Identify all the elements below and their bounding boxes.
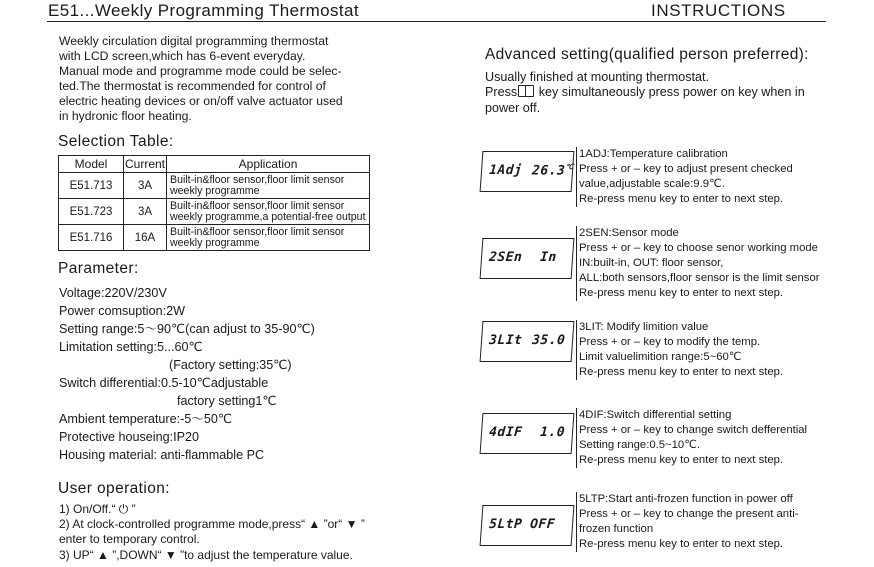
advanced-line [485, 85, 830, 100]
table-header-row [59, 156, 370, 173]
parameter-line: Ambient temperature:-5～50℃ [59, 412, 233, 426]
step-line: 3LIT: Modify limition value [579, 321, 709, 333]
advanced-setting-text [485, 70, 830, 116]
lcd-code: 2SEn [488, 250, 523, 265]
lcd-value: OFF [529, 517, 556, 532]
lcd-display-dif [480, 413, 575, 454]
application-line: Built-in&floor sensor,floor limit sensor [170, 225, 345, 238]
lcd-value-text: 26.3 [531, 163, 566, 179]
table-row [59, 173, 370, 199]
step-line: Re-press menu key to enter to next step. [579, 454, 784, 466]
user-operation-list [59, 502, 365, 563]
lcd-value: 35.0 [531, 333, 566, 348]
user-operation-heading: User operation: [58, 480, 170, 497]
lcd-value [532, 163, 575, 178]
step-dif-description [576, 408, 807, 468]
user-operation-line: 1) On/Off.“ ⏻ ” [59, 502, 136, 516]
parameter-line: (Factory setting:35℃) [169, 358, 292, 372]
lcd-value: 1.0 [539, 425, 566, 440]
parameter-line: Switch differential:0.5-10℃adjustable [59, 376, 269, 390]
parameter-line: Voltage:220V/230V [59, 286, 167, 300]
parameter-heading: Parameter: [58, 260, 139, 277]
instructions-label: INSTRUCTIONS [651, 1, 786, 20]
step-line: ALL:both sensors,floor sensor is the limit sensor [579, 272, 820, 284]
intro-line: ted.The thermostat is recommended for control of [59, 79, 326, 93]
current-cell: 3A [124, 199, 167, 225]
lcd-value: In [539, 250, 558, 265]
application-line: Built-in&floor sensor,floor limit sensor [170, 199, 345, 212]
lcd-code: 1Adj [488, 163, 523, 178]
intro-paragraph [59, 34, 389, 124]
step-line: 2SEN:Sensor mode [579, 227, 679, 239]
step-line: Limit valuelimition range:5~60℃ [579, 351, 742, 363]
step-line: Press + or – key to choose senor working mode [579, 242, 818, 254]
current-cell: 3A [124, 173, 167, 199]
step-sen-description [576, 226, 819, 301]
parameter-list [59, 284, 315, 464]
model-cell: E51.723 [59, 199, 124, 225]
intro-line: in hydronic floor heating. [59, 109, 192, 123]
step-line: Press + or – key to modify the temp. [579, 336, 761, 348]
advanced-key-text: key simultaneously press power on key when in [538, 85, 805, 100]
application-cell [167, 225, 370, 251]
lcd-code: 4dIF [488, 425, 523, 440]
advanced-line: Usually finished at mounting thermostat. [485, 70, 710, 84]
menu-book-icon [518, 85, 534, 97]
step-line: Press + or – key to change the present anti- [579, 508, 799, 520]
parameter-line: Power comsuption:2W [59, 304, 185, 318]
step-line: Re-press menu key to enter to next step. [579, 193, 784, 205]
intro-line: Weekly circulation digital programming thermostat [59, 34, 329, 48]
step-line: Re-press menu key to enter to next step. [579, 287, 784, 299]
lcd-unit: ℃ [565, 163, 575, 171]
model-cell: E51.716 [59, 225, 124, 251]
document-title: E51...Weekly Programming Thermostat [48, 1, 359, 20]
table-row [59, 199, 370, 225]
user-operation-line: 3) UP“ ▲ ”,DOWN“ ▼ ”to adjust the temperature value. [59, 547, 353, 562]
step-line: 4DIF:Switch differential setting [579, 409, 732, 421]
step-line: 1ADJ:Temperature calibration [579, 148, 728, 160]
step-line: IN:built-in, OUT: floor sensor, [579, 257, 724, 269]
step-line: Press + or – key to adjust present checked [579, 163, 793, 175]
selection-table-heading: Selection Table: [58, 133, 174, 150]
table-row [59, 225, 370, 251]
step-line: Setting range:0.5~10℃. [579, 439, 701, 451]
parameter-line: Protective houseing:IP20 [59, 430, 200, 444]
current-cell: 16A [124, 225, 167, 251]
step-line: frozen function [579, 523, 654, 535]
application-cell [167, 199, 370, 225]
column-header-current: Current [125, 157, 166, 171]
header-rule [47, 21, 826, 22]
application-line: weekly programme [170, 184, 260, 197]
step-adj-description [576, 147, 793, 207]
step-line: Re-press menu key to enter to next step. [579, 366, 784, 378]
intro-line: with LCD screen,which has 6-event everyday. [59, 49, 306, 63]
application-line: weekly programme,a potential-free output [170, 210, 366, 223]
advanced-line: power off. [485, 100, 541, 115]
lcd-display-ltp [480, 505, 575, 546]
lcd-display-sen [480, 238, 575, 279]
column-header-application: Application [167, 156, 370, 173]
advanced-press-text: Press [485, 85, 518, 100]
advanced-setting-heading: Advanced setting(qualified person preferred): [485, 46, 809, 63]
selection-table [58, 155, 370, 251]
application-line: weekly programme [170, 236, 260, 249]
lcd-code: 5LtP [488, 517, 523, 532]
lcd-code: 3LIt [488, 333, 523, 348]
step-ltp-description [576, 492, 798, 552]
step-line: Press + or – key to change switch defferential [579, 424, 808, 436]
user-operation-line: enter to temporary control. [59, 532, 200, 547]
intro-line: Manual mode and programme mode could be selec- [59, 64, 342, 78]
model-cell: E51.713 [59, 173, 124, 199]
application-cell [167, 173, 370, 199]
step-lit-description [576, 320, 783, 380]
application-line: Built-in&floor sensor,floor limit sensor [170, 173, 345, 186]
parameter-line: Housing material: anti-flammable PC [59, 448, 265, 462]
intro-line: electric heating devices or on/off valve actuator used [59, 94, 343, 108]
column-header-model: Model [59, 156, 124, 173]
user-operation-line: 2) At clock-controlled programme mode,press“ ▲ ”or“ ▼ ” [59, 517, 365, 532]
lcd-display-adj [480, 151, 575, 192]
lcd-display-lit [480, 321, 575, 362]
step-line: value,adjustable scale:9.9℃. [579, 178, 725, 190]
step-line: Re-press menu key to enter to next step. [579, 538, 784, 550]
parameter-line: Setting range:5～90℃(can adjust to 35-90℃) [59, 322, 315, 336]
parameter-line: factory setting1℃ [177, 394, 277, 408]
step-line: 5LTP:Start anti-frozen function in power off [579, 493, 793, 505]
parameter-line: Limitation setting:5...60℃ [59, 340, 203, 354]
